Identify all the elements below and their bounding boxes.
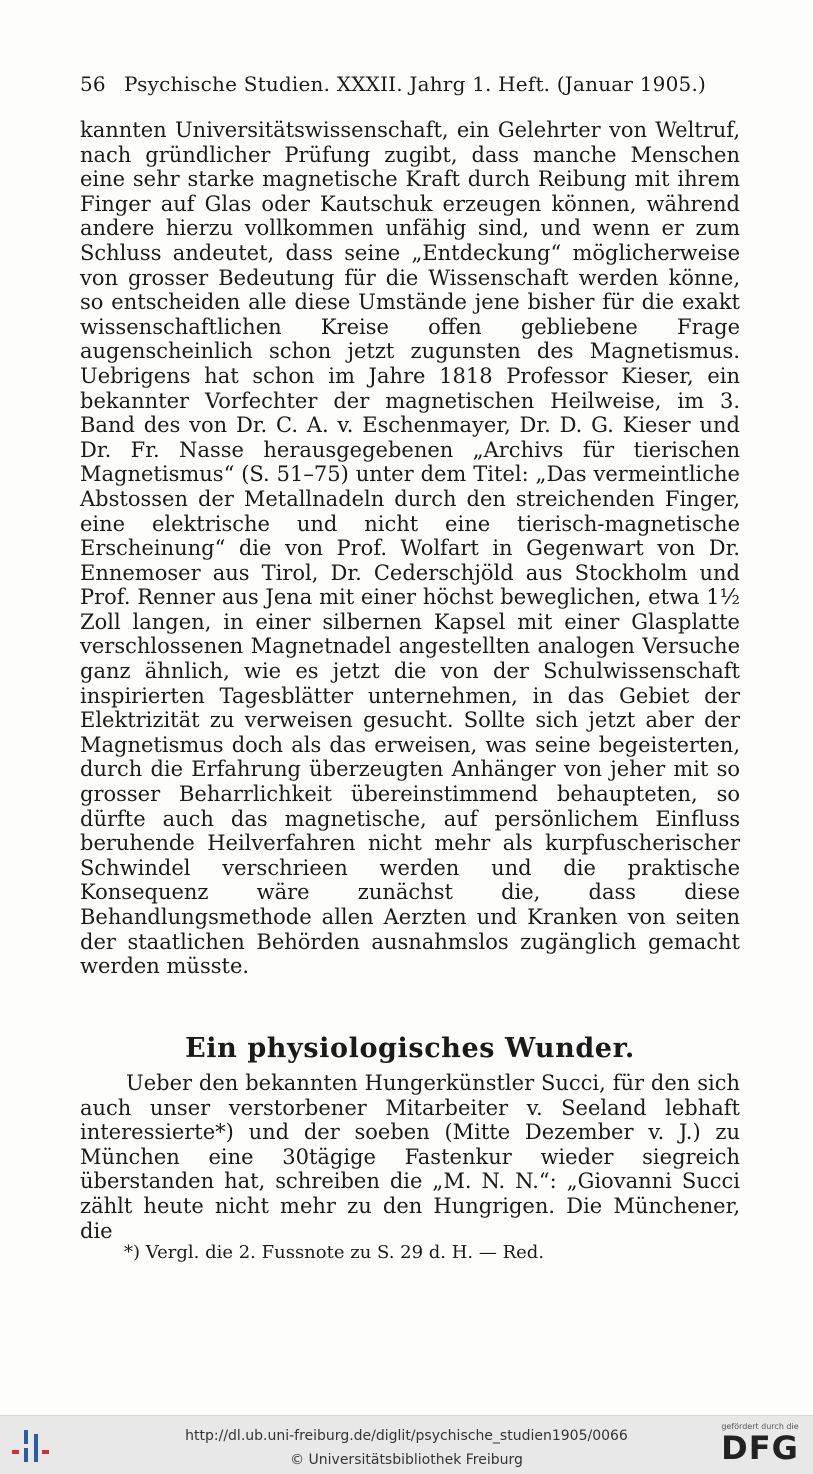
footnote: *) Vergl. die 2. Fussnote zu S. 29 d. H. — Red. (124, 1242, 545, 1263)
dfg-caption: gefördert durch die (721, 1422, 799, 1431)
body-text-1 (80, 118, 740, 979)
page-url[interactable]: http://dl.ub.uni-freiburg.de/diglit/psychische_studien1905/0066 (185, 1428, 628, 1444)
running-header (80, 72, 740, 96)
running-title: Psychische Studien. XXXII. Jahrg 1. Heft. (Januar 1905.) (124, 72, 707, 96)
dfg-logo (717, 1422, 803, 1470)
viewer-footer (0, 1415, 813, 1474)
body-text-2 (80, 1071, 740, 1243)
section-title: Ein physiologisches Wunder. (185, 1033, 635, 1064)
dfg-wordmark: DFG (721, 1429, 799, 1467)
copyright: © Universitätsbibliothek Freiburg (290, 1452, 523, 1468)
paragraph: kannten Universitätswissenschaft, ein Gelehrter von Weltruf, nach gründlicher Prüfung zugibt, dass manche Menschen eine sehr starke magnetische Kraft durch Reibung mit ihrem Finger auf Glas oder Kautschuk erzeugen können, während andere hierzu vollkommen unfähig sind, und wenn er zum Schluss andeutet, dass seine „Entdeckung“ möglicherweise von grosser Bedeutung für die Wissenschaft werden könne, so entscheiden alle diese Umstände jene bisher für die exakt wissenschaftlichen Kreise offen gebliebene Frage augenscheinlich schon jetzt zugunsten des Magnetismus. Uebrigens hat schon im Jahre 1818 Professor Kieser, ein bekannter Vorfechter der magnetischen Heilweise, im 3. Band des von Dr. C. A. v. Eschenmayer, Dr. D. G. Kieser und Dr. Fr. Nasse herausgegebenen „Archivs für tierischen Magnetismus“ (S. 51–75) unter dem Titel: „Das vermeintliche Abstossen der Metallnadeln durch den streichenden Finger, eine elektrische und nicht eine tierisch-magnetische Erscheinung“ die von Prof. Wolfart in Gegenwart von Dr. Ennemoser aus Tirol, Dr. Cederschjöld aus Stockholm und Prof. Renner aus Jena mit einer höchst beweglichen, etwa 1½ Zoll langen, in einer silbernen Kapsel mit einer Glasplatte verschlossenen Magnetnadel angestellten analogen Versuche ganz ähnlich, wie es jetzt die von der Schulwissenschaft inspirierten Tagesblätter unternehmen, in das Gebiet der Elektrizität zu verweisen gesucht. Sollte sich jetzt aber der Magnetismus doch als das erweisen, was seine begeisterten, durch die Erfahrung überzeugten Anhänger von jeher mit so grosser Beharrlichkeit übereinstimmend behaupteten, so dürfte auch das magnetische, auf persönlichem Einfluss beruhende Heilverfahren nicht mehr als kurpfuscherischer Schwindel verschrieen werden und die praktische Konsequenz wäre zunächst die, dass diese Behandlungsmethode allen Aerzten und Kranken von seiten der staatlichen Behörden ausnahmslos zugänglich gemacht werden müsste. (80, 118, 740, 979)
paragraph: Ueber den bekannten Hungerkünstler Succi, für den sich auch unser verstorbener Mitarbeiter v. Seeland lebhaft interessierte*) und der soeben (Mitte Dezember v. J.) zu München eine 30tägige Fastenkur wieder siegreich überstanden hat, schreiben die „M. N. N.“: „Giovanni Succi zählt heute nicht mehr zu den Hungrigen. Die Münchener, die (80, 1071, 740, 1243)
page-number: 56 (80, 72, 106, 96)
